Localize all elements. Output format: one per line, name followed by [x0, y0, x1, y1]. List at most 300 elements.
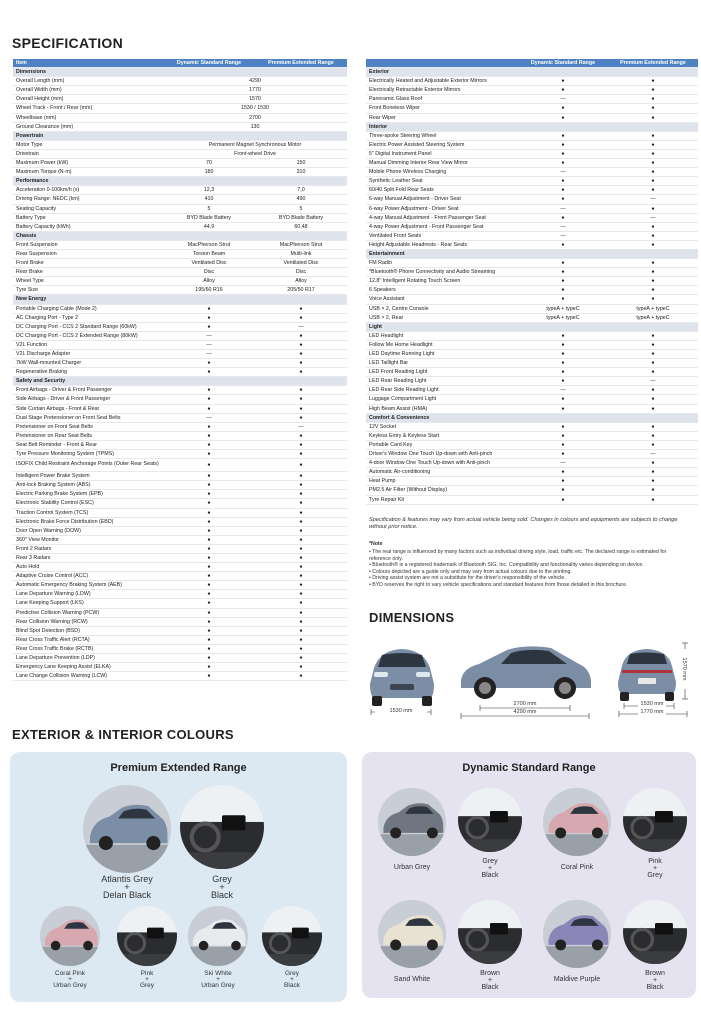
dynamic-value: typeA + typeC: [518, 313, 608, 322]
premium-small-label-1: Coral Pink: [55, 970, 85, 977]
table-row: [13, 386, 347, 395]
dynamic-value: ●: [163, 654, 255, 663]
premium-value: ●: [255, 544, 347, 553]
table-row: [13, 268, 347, 277]
table-row: [13, 404, 347, 413]
premium-value: ●: [608, 404, 698, 413]
table-row: [366, 331, 698, 340]
table-row: [13, 663, 347, 672]
premium-small-interior-swatch: [117, 906, 177, 966]
dynamic-value: ●: [518, 186, 608, 195]
row-label: LED Headlight: [366, 331, 518, 340]
section-label: Performance: [13, 177, 347, 186]
dynamic-value: MacPherson Strut: [163, 240, 255, 249]
note-item: • BYD reserves the right to vary vehicle specifications and standard features from those detailed in this brochure.: [369, 581, 628, 588]
premium-small-car-swatch: [188, 906, 248, 966]
dynamic-value: ●: [518, 422, 608, 431]
dynamic-value: ●: [163, 644, 255, 653]
premium-value: ●: [608, 149, 698, 158]
dynamic-value: ●: [518, 368, 608, 377]
row-label: DC Charging Port - CCS 2 Extended Range (80kW): [13, 331, 163, 340]
row-label: LED Taillight Bar: [366, 359, 518, 368]
row-label: High Beam Assist (HMA): [366, 404, 518, 413]
note-item: • Colours depicted are a guide only and may vary from actual colours due to the printing.: [369, 568, 572, 575]
premium-value: typeA + typeC: [608, 304, 698, 313]
dynamic-value: 195/60 R16: [163, 286, 255, 295]
premium-value: —: [255, 322, 347, 331]
row-label: Wheel Track - Front / Rear (mm): [13, 104, 163, 113]
dynamic-interior-label-2: +: [487, 865, 493, 872]
row-label: 5" Digital Instrument Panel: [366, 149, 518, 158]
premium-value: ●: [608, 431, 698, 440]
table-row: [13, 490, 347, 499]
premium-value: ●: [255, 340, 347, 349]
table-row: [13, 499, 347, 508]
note-heading: *Note: [369, 541, 383, 548]
dynamic-car-label: Urban Grey: [393, 864, 431, 871]
row-label: Rear Cross Traffic Alert (RCTA): [13, 635, 163, 644]
premium-value: ●: [255, 590, 347, 599]
row-label: Tyre Pressure Monitoring System (TPMS): [13, 450, 163, 459]
premium-value: ●: [608, 140, 698, 149]
table-header-cell: Dynamic Standard Range: [163, 59, 255, 68]
row-label: Tyre Size: [13, 286, 163, 295]
premium-value: ●: [608, 468, 698, 477]
premium-value: ●: [608, 240, 698, 249]
table-row: [13, 535, 347, 544]
table-row: [366, 468, 698, 477]
row-label: Traction Control System (TCS): [13, 508, 163, 517]
premium-value: ●: [608, 177, 698, 186]
row-label: Motor Type: [13, 140, 163, 149]
spec-title: SPECIFICATION: [12, 35, 123, 51]
premium-value: ●: [255, 599, 347, 608]
dynamic-value: ●: [518, 195, 608, 204]
premium-value: ●: [255, 581, 347, 590]
row-label: Electrically Retractable Exterior Mirrors: [366, 86, 518, 95]
table-section-row: [13, 68, 347, 77]
premium-big-interior-swatch: [180, 785, 264, 869]
dynamic-value: ●: [518, 468, 608, 477]
table-header-row: [13, 59, 347, 68]
table-row: [366, 222, 698, 231]
dynamic-value: ●: [518, 295, 608, 304]
premium-small-car-swatch: [40, 906, 100, 966]
premium-value: ●: [608, 459, 698, 468]
row-label: Rear Wiper: [366, 113, 518, 122]
row-label: Rear 3 Radars: [13, 553, 163, 562]
table-row: [366, 131, 698, 140]
table-row: [13, 304, 347, 313]
premium-value: ●: [255, 499, 347, 508]
table-row: [13, 322, 347, 331]
table-row: [366, 422, 698, 431]
dynamic-value: ●: [163, 508, 255, 517]
premium-value: ●: [255, 608, 347, 617]
table-header-cell: Premium Extended Range: [608, 59, 698, 68]
dynamic-value: ●: [518, 113, 608, 122]
dynamic-value: ●: [518, 395, 608, 404]
row-label: Three-spoke Steering Wheel: [366, 131, 518, 140]
dynamic-value: ●: [163, 635, 255, 644]
dynamic-value: 12,3: [163, 186, 255, 195]
row-label: Door Open Warning (DOW): [13, 526, 163, 535]
premium-small-label-3: Urban Grey: [53, 982, 87, 989]
table-row: [366, 359, 698, 368]
premium-big-car-swatch: [83, 785, 171, 873]
premium-value: ●: [255, 472, 347, 481]
premium-value: ●: [255, 635, 347, 644]
dynamic-value: ●: [518, 431, 608, 440]
table-row: [13, 149, 347, 158]
row-value: 1570: [163, 95, 347, 104]
dynamic-interior-label-1: Brown: [480, 970, 500, 977]
row-label: 4-way Manual Adjustment - Front Passenger Seat: [366, 213, 518, 222]
table-row: [13, 481, 347, 490]
row-value: 2700: [163, 113, 347, 122]
section-label: Comfort & Convenience: [366, 413, 698, 422]
dynamic-value: ●: [163, 490, 255, 499]
premium-value: ●: [608, 331, 698, 340]
premium-value: ●: [608, 231, 698, 240]
premium-small-label-2: +: [290, 976, 294, 983]
row-label: Panoramic Glass Roof: [366, 95, 518, 104]
premium-value: ●: [608, 440, 698, 449]
premium-big-label-2: +: [219, 882, 225, 892]
dynamic-value: ●: [163, 440, 255, 449]
premium-big-label-3: Black: [210, 890, 233, 900]
dynamic-interior-swatch: [623, 788, 687, 852]
dynamic-value: ●: [518, 286, 608, 295]
dynamic-value: ●: [163, 663, 255, 672]
row-label: 6-way Power Adjustment - Driver Seat: [366, 204, 518, 213]
section-label: Exterior: [366, 68, 698, 77]
dynamic-value: ●: [163, 535, 255, 544]
table-row: [366, 304, 698, 313]
dynamic-value: ●: [163, 450, 255, 459]
row-label: Pretensioner on Rear Seat Belts: [13, 431, 163, 440]
premium-value: ●: [255, 617, 347, 626]
row-label: V2L Discharge Adapter: [13, 350, 163, 359]
premium-value: ●: [608, 486, 698, 495]
table-header-cell: Item: [13, 59, 163, 68]
dynamic-car-swatch: [543, 788, 611, 856]
dynamic-value: ●: [163, 404, 255, 413]
premium-small-label-2: +: [145, 976, 149, 983]
dynamic-value: ●: [163, 617, 255, 626]
premium-value: ●: [255, 553, 347, 562]
dynamic-panel-title: Dynamic Standard Range: [462, 762, 596, 774]
dynamic-value: ●: [518, 213, 608, 222]
row-label: AC Charging Port - Type 2: [13, 313, 163, 322]
table-row: [13, 635, 347, 644]
premium-value: ●: [608, 340, 698, 349]
row-label: Mobile Phone Wireless Charging: [366, 168, 518, 177]
row-label: Front Suspension: [13, 240, 163, 249]
premium-value: —: [608, 213, 698, 222]
table-row: [13, 581, 347, 590]
table-row: [366, 177, 698, 186]
premium-value: ●: [608, 368, 698, 377]
row-label: USB × 2, Centre Console: [366, 304, 518, 313]
premium-value: ●: [608, 495, 698, 504]
dynamic-value: ●: [518, 77, 608, 86]
table-row: [13, 168, 347, 177]
table-row: [13, 159, 347, 168]
table-row: [366, 313, 698, 322]
premium-value: ●: [608, 359, 698, 368]
table-row: [366, 213, 698, 222]
row-label: Overall Length (mm): [13, 77, 163, 86]
dynamic-interior-label-3: Black: [481, 872, 499, 879]
row-label: Regenerative Braking: [13, 368, 163, 377]
height-label: 1570 mm: [681, 649, 687, 689]
premium-small-label-2: +: [216, 976, 220, 983]
row-label: Rear Collision Warning (RCW): [13, 617, 163, 626]
section-label: New Energy: [13, 295, 347, 304]
table-row: [13, 313, 347, 322]
row-label: Heat Pump: [366, 477, 518, 486]
row-label: Side Curtain Airbags - Front & Rear: [13, 404, 163, 413]
premium-value: ●: [255, 490, 347, 499]
dynamic-value: ●: [163, 359, 255, 368]
table-row: [13, 77, 347, 86]
table-row: [13, 422, 347, 431]
dynamic-car-swatch: [378, 900, 446, 968]
section-label: Safety and Security: [13, 377, 347, 386]
row-label: Auto Hold: [13, 563, 163, 572]
row-label: Luggage Compartment Light: [366, 395, 518, 404]
dynamic-interior-label-3: Black: [646, 984, 664, 991]
row-label: ISOFIX Child Restraint Anchorage Points (Outer Rear Seats): [13, 459, 163, 472]
table-section-row: [13, 295, 347, 304]
table-row: [366, 386, 698, 395]
row-label: Predictive Collision Warning (PCW): [13, 608, 163, 617]
table-section-row: [13, 131, 347, 140]
dynamic-interior-label-1: Brown: [645, 970, 665, 977]
row-label: Wheelbase (mm): [13, 113, 163, 122]
row-label: Ventilated Front Seats: [366, 231, 518, 240]
row-label: Electronic Stability Control (ESC): [13, 499, 163, 508]
table-row: [366, 204, 698, 213]
premium-value: ●: [255, 386, 347, 395]
dimensions-title: DIMENSIONS: [369, 610, 455, 625]
row-label: Lane Departure Warning (LDW): [13, 590, 163, 599]
row-label: Anti-lock Braking System (ABS): [13, 481, 163, 490]
dynamic-value: ●: [163, 481, 255, 490]
row-label: *Bluetooth® Phone Connectivity and Audio Streaming: [366, 268, 518, 277]
row-label: Seating Capacity: [13, 204, 163, 213]
row-label: Adaptive Cruise Control (ACC): [13, 572, 163, 581]
dynamic-interior-swatch: [458, 788, 522, 852]
dynamic-value: Alloy: [163, 277, 255, 286]
table-row: [366, 104, 698, 113]
table-row: [13, 526, 347, 535]
row-label: 4-way Power Adjustment - Front Passenger Seat: [366, 222, 518, 231]
premium-value: ●: [608, 386, 698, 395]
table-row: [366, 113, 698, 122]
row-label: Maximum Power (kW): [13, 159, 163, 168]
premium-small-label-2: +: [68, 976, 72, 983]
row-label: Front Brake: [13, 259, 163, 268]
table-row: [13, 104, 347, 113]
dynamic-value: ●: [518, 140, 608, 149]
section-label: Light: [366, 322, 698, 331]
dynamic-value: Disc: [163, 268, 255, 277]
premium-value: ●: [608, 350, 698, 359]
dynamic-interior-swatch: [458, 900, 522, 964]
premium-value: 7,0: [255, 186, 347, 195]
premium-value: ●: [255, 626, 347, 635]
front-width-label: 1530 mm: [375, 708, 427, 714]
table-row: [366, 268, 698, 277]
row-label: Electrically Heated and Adjustable Exterior Mirrors: [366, 77, 518, 86]
dynamic-value: ●: [518, 340, 608, 349]
colours-title: EXTERIOR & INTERIOR COLOURS: [12, 727, 234, 742]
dynamic-interior-swatch: [623, 900, 687, 964]
table-row: [13, 450, 347, 459]
premium-value: ●: [255, 535, 347, 544]
section-label: Dimensions: [13, 68, 347, 77]
table-row: [13, 563, 347, 572]
premium-big-label-1: Grey: [212, 874, 232, 884]
premium-value: ●: [608, 104, 698, 113]
table-row: [13, 654, 347, 663]
premium-value: ●: [255, 431, 347, 440]
dynamic-value: —: [518, 204, 608, 213]
premium-small-label-3: Urban Grey: [201, 982, 235, 989]
row-label: 7kW Wall-mounted Charger: [13, 359, 163, 368]
table-header-cell: Premium Extended Range: [255, 59, 347, 68]
dynamic-value: ●: [518, 177, 608, 186]
row-label: V2L Function: [13, 340, 163, 349]
row-label: 60/40 Split Fold Rear Seats: [366, 186, 518, 195]
dynamic-car-swatch: [543, 900, 611, 968]
table-row: [13, 572, 347, 581]
premium-value: 150: [255, 159, 347, 168]
table-row: [13, 626, 347, 635]
row-label: Keyless Entry & Keyless Start: [366, 431, 518, 440]
dynamic-value: ●: [163, 553, 255, 562]
premium-value: ●: [608, 477, 698, 486]
dynamic-value: 70: [163, 159, 255, 168]
dynamic-value: ●: [163, 572, 255, 581]
row-label: Portable Card Key: [366, 440, 518, 449]
dynamic-value: —: [163, 331, 255, 340]
table-row: [13, 440, 347, 449]
dynamic-car-label: Sand White: [393, 976, 431, 983]
table-row: [13, 644, 347, 653]
dynamic-value: ●: [163, 608, 255, 617]
premium-value: ●: [608, 159, 698, 168]
row-label: Emergency Lane Keeping Assist (ELKA): [13, 663, 163, 672]
dynamic-value: —: [518, 386, 608, 395]
premium-panel-title: Premium Extended Range: [110, 762, 247, 774]
premium-value: ●: [608, 168, 698, 177]
premium-value: ●: [608, 222, 698, 231]
table-row: [366, 286, 698, 295]
row-label: DC Charging Port - CCS 2 Standard Range (60kW): [13, 322, 163, 331]
row-label: Synthetic Leather Seat: [366, 177, 518, 186]
premium-value: ●: [255, 331, 347, 340]
premium-value: ●: [255, 508, 347, 517]
table-row: [13, 122, 347, 131]
table-row: [366, 277, 698, 286]
premium-value: 310: [255, 168, 347, 177]
row-label: Overall Width (mm): [13, 86, 163, 95]
row-label: Electronic Brake Force Distribution (EBD): [13, 517, 163, 526]
premium-value: ●: [255, 350, 347, 359]
dynamic-value: ●: [163, 526, 255, 535]
table-row: [366, 450, 698, 459]
premium-value: ●: [608, 268, 698, 277]
table-row: [366, 168, 698, 177]
premium-value: ●: [255, 450, 347, 459]
row-label: Follow Me Home Headlight: [366, 340, 518, 349]
table-section-row: [366, 68, 698, 77]
table-row: [366, 477, 698, 486]
premium-value: ●: [608, 113, 698, 122]
dynamic-value: ●: [518, 404, 608, 413]
table-row: [13, 617, 347, 626]
premium-value: ●: [255, 572, 347, 581]
dynamic-value: ●: [518, 104, 608, 113]
dynamic-value: —: [518, 95, 608, 104]
right-spec-table: [366, 59, 698, 505]
dynamic-value: ●: [163, 672, 255, 681]
dynamic-value: ●: [163, 322, 255, 331]
dynamic-car-swatch: [378, 788, 446, 856]
premium-value: ●: [255, 663, 347, 672]
dynamic-value: ●: [163, 626, 255, 635]
section-label: Entertainment: [366, 249, 698, 258]
table-row: [13, 277, 347, 286]
table-row: [366, 368, 698, 377]
row-label: Voice Assistant: [366, 295, 518, 304]
table-section-row: [13, 377, 347, 386]
premium-value: ●: [255, 563, 347, 572]
dynamic-value: ●: [163, 368, 255, 377]
left-spec-table: [13, 59, 347, 681]
overall-width-label: 1770 mm: [638, 709, 666, 715]
row-label: 4-door Window One Touch Up-down with Anti-pinch: [366, 459, 518, 468]
premium-small-label-1: Grey: [284, 970, 300, 977]
table-row: [13, 472, 347, 481]
row-label: Automatic Emergency Braking System (AEB): [13, 581, 163, 590]
dynamic-value: ●: [518, 477, 608, 486]
dynamic-value: ●: [163, 517, 255, 526]
premium-value: ●: [608, 286, 698, 295]
dynamic-car-label: Coral Pink: [560, 864, 594, 871]
row-label: Manual Dimming Interior Rear View Mirror: [366, 159, 518, 168]
table-row: [13, 553, 347, 562]
dynamic-value: ●: [518, 486, 608, 495]
premium-value: ●: [255, 359, 347, 368]
table-row: [13, 286, 347, 295]
notes-block: [369, 517, 689, 589]
dynamic-value: ●: [163, 422, 255, 431]
premium-big-label-1: Atlantis Grey: [101, 874, 153, 884]
dynamic-value: —: [518, 459, 608, 468]
dynamic-value: ●: [518, 359, 608, 368]
dynamic-value: —: [163, 413, 255, 422]
premium-value: ●: [255, 481, 347, 490]
table-row: [13, 259, 347, 268]
premium-value: typeA + typeC: [608, 313, 698, 322]
length-label: 4290 mm: [505, 709, 545, 715]
row-label: Ground Clearance (mm): [13, 122, 163, 131]
premium-value: ●: [608, 77, 698, 86]
